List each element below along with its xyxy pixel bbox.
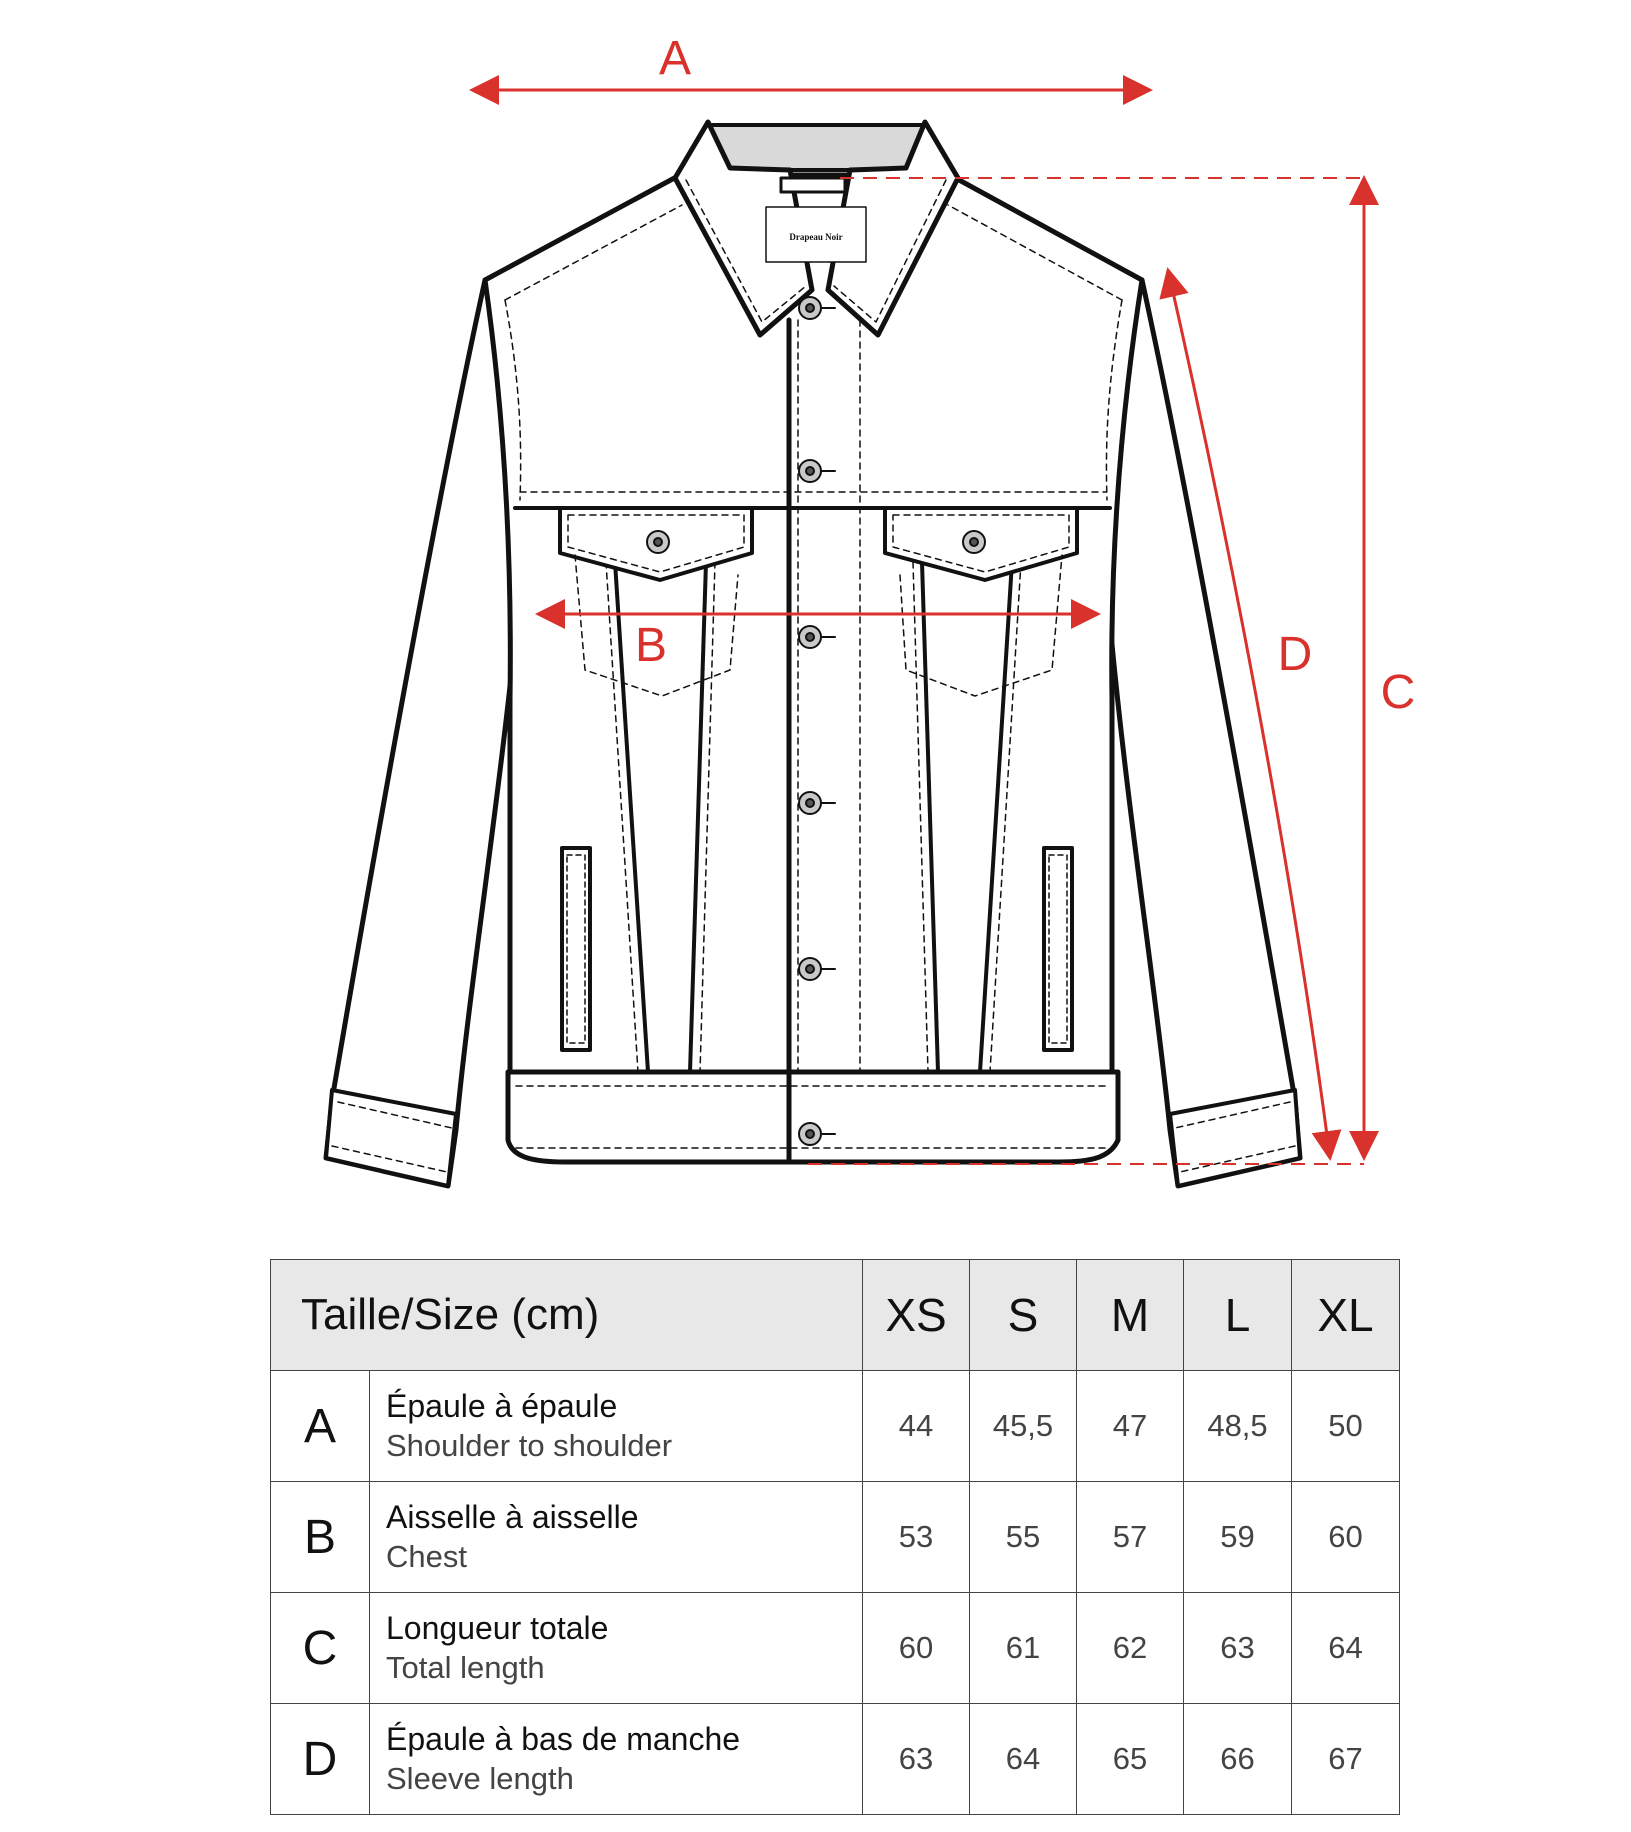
measure-d-label: D: [1277, 628, 1313, 681]
row-description: [370, 1593, 863, 1704]
measure-a-label: A: [658, 32, 692, 85]
table-cell: 61: [970, 1593, 1077, 1704]
size-header: XS: [863, 1260, 970, 1371]
size-header: S: [970, 1260, 1077, 1371]
table-row: [271, 1593, 1400, 1704]
table-row: [271, 1704, 1400, 1815]
table-cell: 45,5: [970, 1371, 1077, 1482]
table-header-row: [271, 1260, 1400, 1371]
table-cell: 60: [1292, 1482, 1400, 1593]
row-label-fr: Épaule à épaule: [386, 1388, 618, 1424]
size-chart-table: [270, 1259, 1400, 1815]
table-cell: 55: [970, 1482, 1077, 1593]
table-cell: 48,5: [1184, 1371, 1292, 1482]
row-label-fr: Aisselle à aisselle: [386, 1499, 639, 1535]
button: [647, 531, 669, 553]
table-cell: 57: [1077, 1482, 1184, 1593]
table-title: Taille/Size (cm): [271, 1260, 863, 1371]
row-description: [370, 1704, 863, 1815]
row-description: [370, 1371, 863, 1482]
table-cell: 62: [1077, 1593, 1184, 1704]
measure-b-label: B: [634, 619, 668, 672]
table-cell: 66: [1184, 1704, 1292, 1815]
right-sleeve: [1104, 280, 1300, 1186]
left-hand-pocket: [562, 848, 590, 1050]
table-cell: 47: [1077, 1371, 1184, 1482]
row-label-en: Shoulder to shoulder: [386, 1428, 673, 1463]
table-cell: 67: [1292, 1704, 1400, 1815]
button: [963, 531, 985, 553]
row-label-en: Sleeve length: [386, 1761, 574, 1796]
table-cell: 60: [863, 1593, 970, 1704]
right-hand-pocket: [1044, 848, 1072, 1050]
table-cell: 50: [1292, 1371, 1400, 1482]
left-sleeve: [326, 280, 523, 1186]
row-description: [370, 1482, 863, 1593]
measure-c-label: C: [1380, 666, 1416, 719]
table-cell: 64: [1292, 1593, 1400, 1704]
size-header: L: [1184, 1260, 1292, 1371]
table-row: [271, 1371, 1400, 1482]
table-cell: 63: [863, 1704, 970, 1815]
row-label-fr: Épaule à bas de manche: [386, 1721, 741, 1757]
row-label-en: Total length: [386, 1650, 545, 1685]
table-cell: 65: [1077, 1704, 1184, 1815]
table-cell: 53: [863, 1482, 970, 1593]
collar-band: [700, 125, 932, 170]
size-header: M: [1077, 1260, 1184, 1371]
table-cell: 44: [863, 1371, 970, 1482]
row-letter: D: [271, 1704, 370, 1815]
row-letter: C: [271, 1593, 370, 1704]
table-cell: 59: [1184, 1482, 1292, 1593]
row-label-fr: Longueur totale: [386, 1610, 609, 1646]
table-cell: 63: [1184, 1593, 1292, 1704]
hanger-loop: [781, 178, 845, 192]
table-row: [271, 1482, 1400, 1593]
brand-label: Drapeau Noir: [789, 232, 843, 242]
table-cell: 64: [970, 1704, 1077, 1815]
row-label-en: Chest: [386, 1539, 467, 1574]
size-header: XL: [1292, 1260, 1400, 1371]
row-letter: B: [271, 1482, 370, 1593]
row-letter: A: [271, 1371, 370, 1482]
jacket-drawing: [326, 122, 1300, 1186]
